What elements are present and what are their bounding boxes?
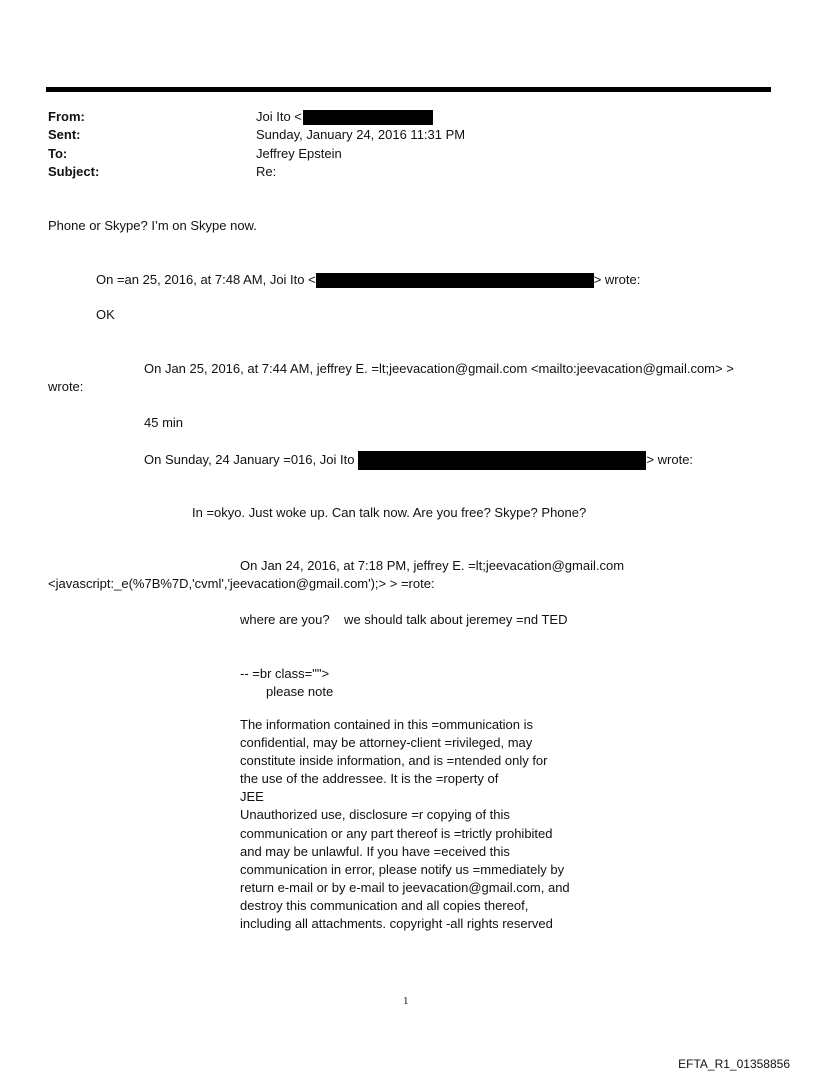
disclaimer-line: constitute inside information, and is =ntended only for bbox=[240, 753, 548, 769]
disclaimer-line: communication in error, please notify us =mmediately by bbox=[240, 861, 565, 877]
document-id: EFTA_R1_01358856 bbox=[678, 1057, 790, 1071]
quote4-intro-cont: <javascript:_e(%7B%7D,'cvml','jeevacation@gmail.com');> > =rote: bbox=[48, 576, 435, 591]
quote2-text: 45 min bbox=[144, 415, 184, 430]
quote1-intro-text: On =an 25, 2016, at 7:48 AM, Joi Ito < bbox=[96, 272, 316, 287]
redaction-bar bbox=[303, 110, 433, 125]
disclaimer-line: The information contained in this =ommunication is bbox=[240, 717, 534, 732]
from-value bbox=[256, 109, 433, 125]
disclaimer-line: destroy this communication and all copies thereof, bbox=[240, 897, 529, 913]
disclaimer-line: return e-mail or by e-mail to jeevacation@gmail.com, and bbox=[240, 879, 570, 895]
reply-text: Phone or Skype? I’m on Skype now. bbox=[48, 218, 257, 233]
disclaimer-line: confidential, may be attorney-client =rivileged, may bbox=[240, 735, 533, 751]
quote4-intro: On Jan 24, 2016, at 7:18 PM, jeffrey E. =lt;jeevacation@gmail.com bbox=[240, 558, 625, 573]
disclaimer-line: the use of the addressee. It is the =roperty of bbox=[240, 771, 499, 787]
from-label: From: bbox=[48, 109, 85, 124]
quote3-text: In =okyo. Just woke up. Can talk now. Are you free? Skype? Phone? bbox=[192, 505, 587, 520]
quote3-intro bbox=[144, 451, 693, 470]
disclaimer-line: Unauthorized use, disclosure =r copying of this bbox=[240, 807, 510, 823]
disclaimer-line: including all attachments. copyright -all rights reserved bbox=[240, 916, 553, 932]
redaction-bar bbox=[316, 273, 594, 288]
quote1-intro-end: > wrote: bbox=[593, 272, 641, 287]
subject-value: Re: bbox=[256, 164, 277, 179]
quote4-text: where are you? we should talk about jeremey =nd TED bbox=[240, 612, 568, 627]
quote3-intro-end: > wrote: bbox=[646, 451, 694, 467]
header-rule bbox=[46, 87, 771, 92]
page-number: 1 bbox=[403, 995, 409, 1007]
disclaimer-line: communication or any part thereof is =trictly prohibited bbox=[240, 825, 553, 841]
disclaimer-line: and may be unlawful. If you have =eceived this bbox=[240, 843, 510, 859]
to-value: Jeffrey Epstein bbox=[256, 146, 342, 161]
subject-label: Subject: bbox=[48, 164, 100, 179]
quote1-text: OK bbox=[96, 307, 115, 322]
sent-value: Sunday, January 24, 2016 11:31 PM bbox=[256, 127, 466, 142]
sent-label: Sent: bbox=[48, 127, 81, 142]
from-name: Joi Ito < bbox=[256, 109, 302, 124]
signature-note: please note bbox=[266, 684, 334, 699]
confidentiality-disclaimer bbox=[240, 716, 600, 933]
disclaimer-line: JEE bbox=[240, 789, 264, 805]
quote2-intro-cont: wrote: bbox=[48, 379, 84, 394]
quote2-intro: On Jan 25, 2016, at 7:44 AM, jeffrey E. =lt;jeevacation@gmail.com <mailto:jeevacation@gmail.com> > bbox=[144, 361, 734, 376]
redaction-bar bbox=[358, 451, 646, 470]
signature-break: -- =br class=""> bbox=[240, 666, 330, 681]
quote3-intro-text: On Sunday, 24 January =016, Joi Ito bbox=[144, 451, 355, 467]
quote1-intro bbox=[96, 272, 640, 288]
to-label: To: bbox=[48, 146, 68, 161]
